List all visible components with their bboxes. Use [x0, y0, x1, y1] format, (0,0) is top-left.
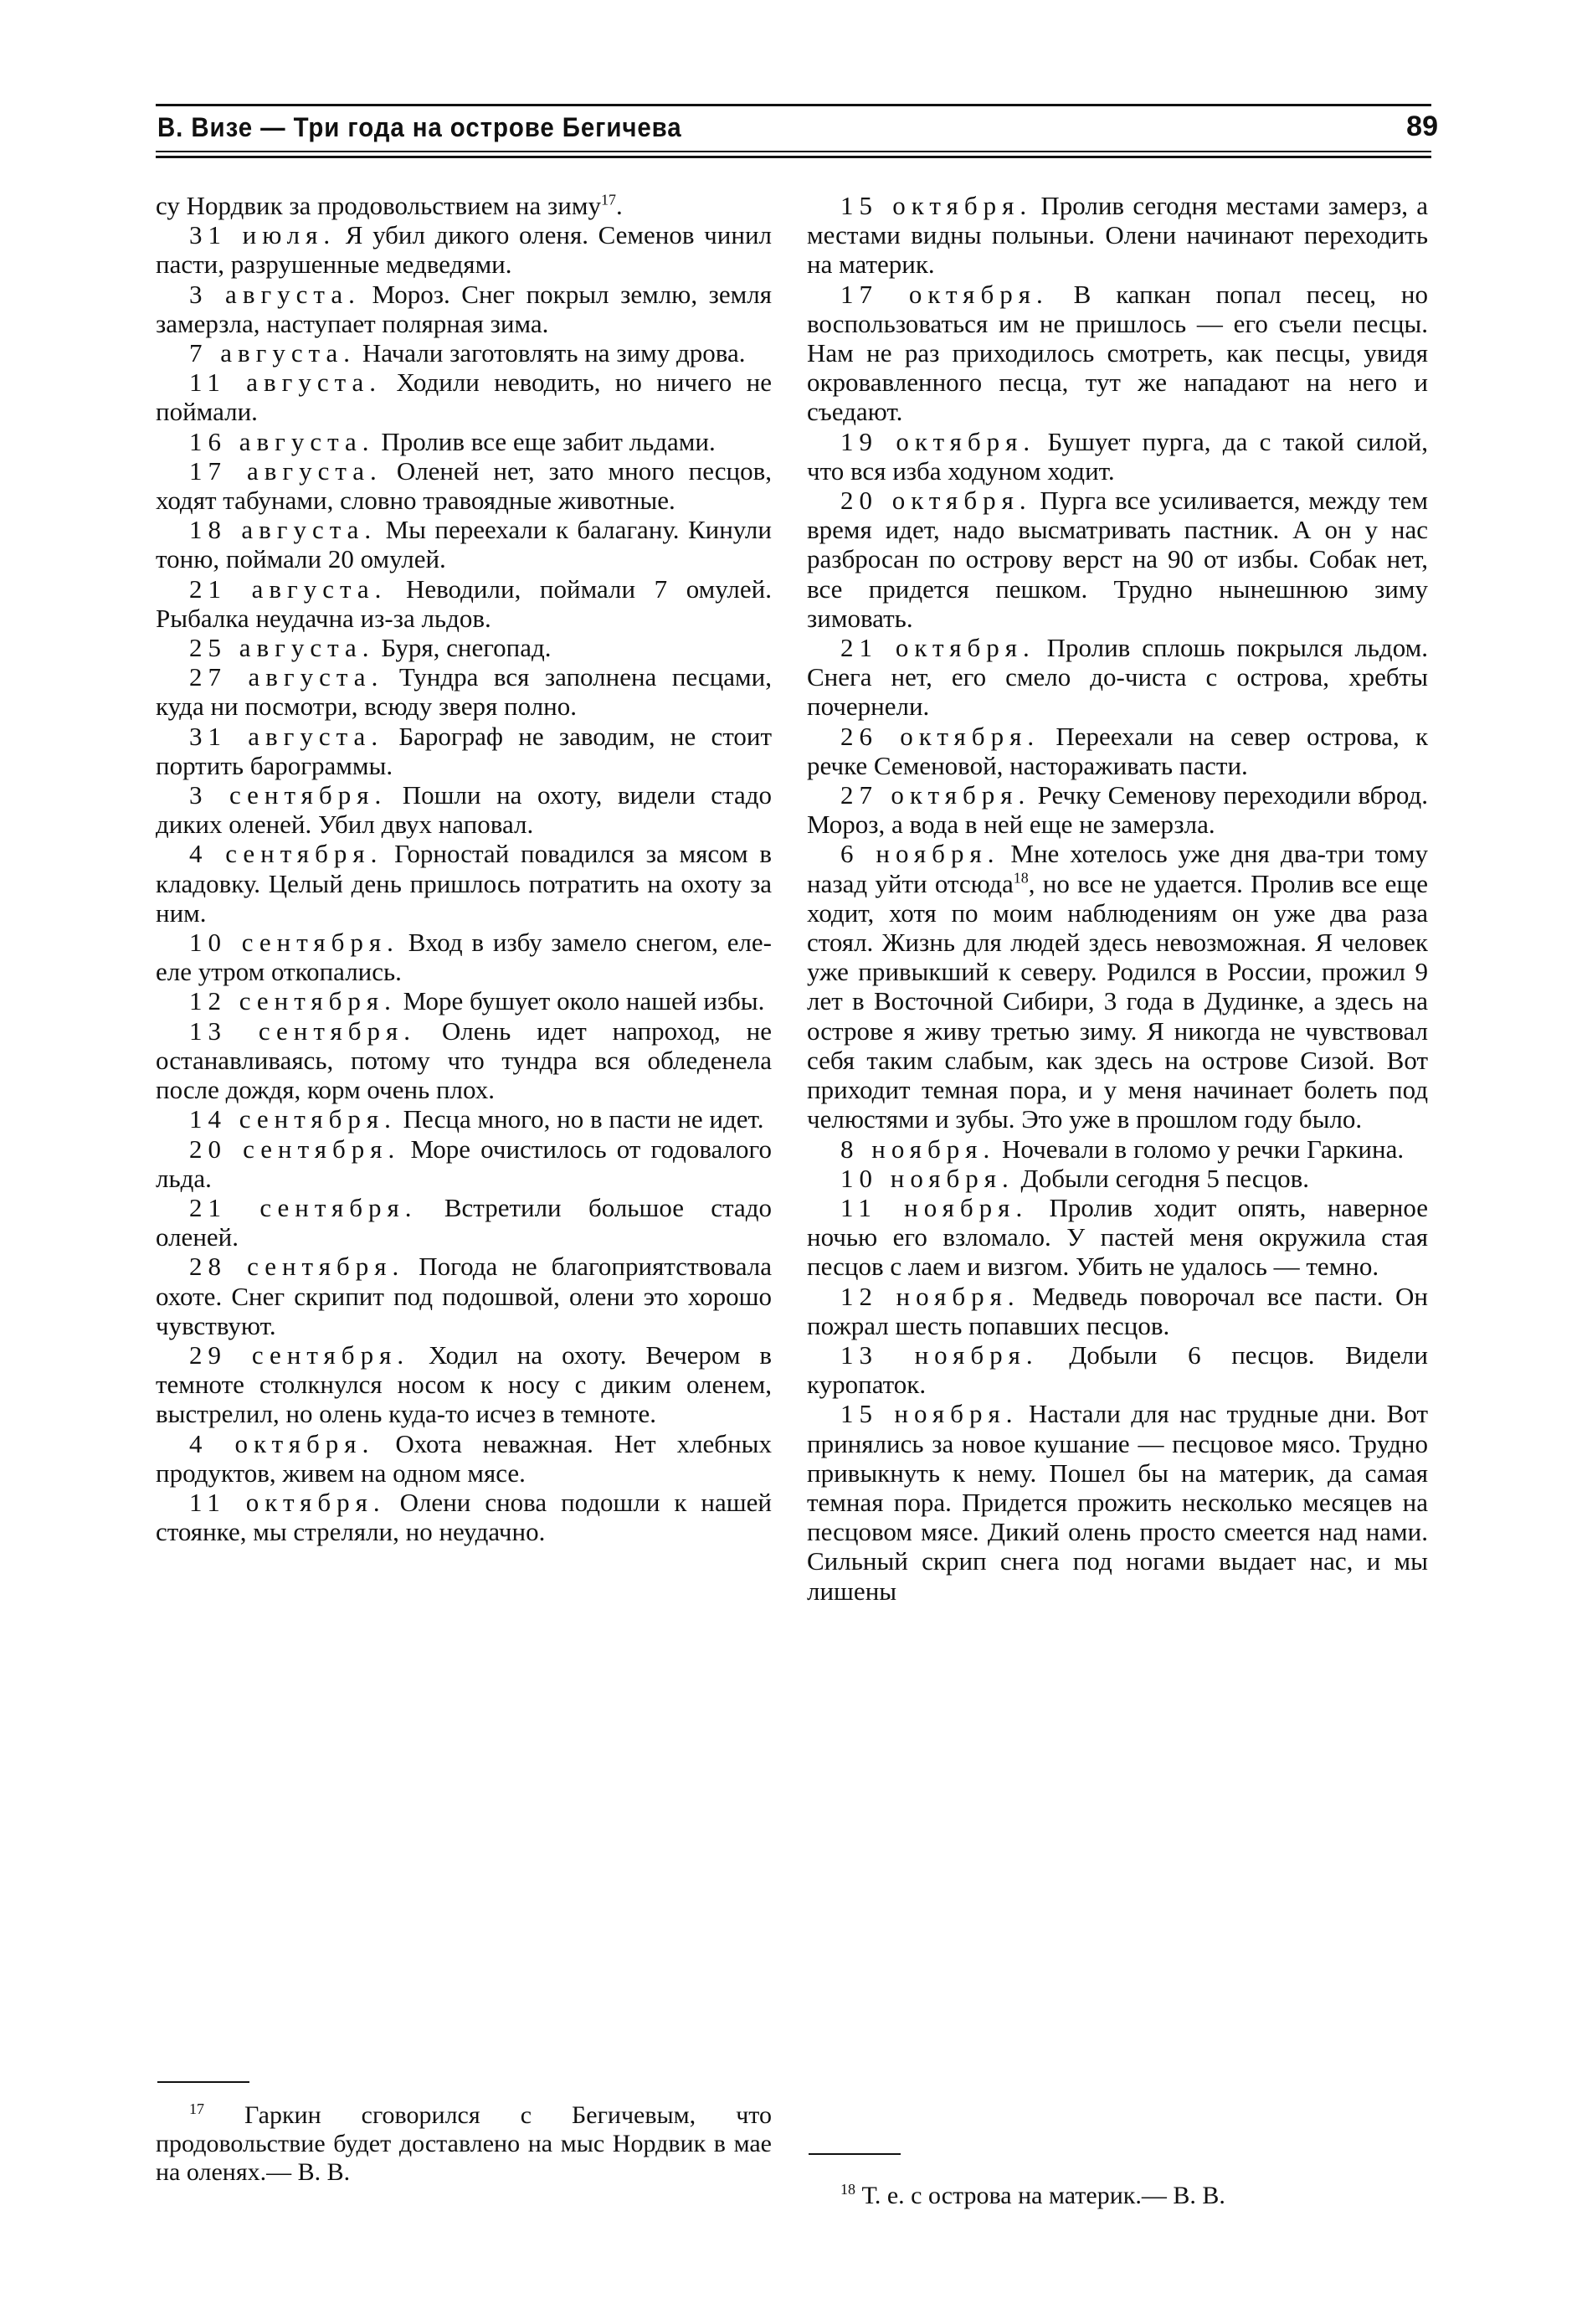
entry-text: Добыли 6 песцов. Видели куропаток.	[807, 1339, 1428, 1400]
entry-date: 11 августа.	[189, 368, 383, 398]
entry-text: Пролив все еще забит льдами.	[381, 426, 716, 456]
diary-entry	[807, 486, 1428, 633]
diary-entry	[156, 1134, 772, 1193]
entry-date: 3 сентября.	[189, 780, 388, 810]
diary-entry	[807, 1164, 1428, 1193]
entry-text: , но все не удается. Пролив все еще ходит, хотя по моим наблюдениям он уже два раза стоял. Жизнь для людей здесь невозможная. Я человек уже привыкший к северу. Родился в России, прожил 9 лет в Восточной Сибири, 3 года в Дудинке, а здесь на острове я живу третью зиму. Я никогда не чувствовал себя таким слабым, как здесь на острове Сизой. Вот приходит темная пора, и у меня начинает болеть под челюстями и зубы. Это уже в прошлом году было.	[807, 868, 1428, 1134]
entry-text: Бушует пурга, да с такой силой, что вся изба ходуном ходит.	[807, 426, 1429, 486]
entry-text: Оленей нет, зато много песцов, ходят табунами, словно травоядные животные.	[156, 455, 773, 516]
entry-date: 31 июля.	[189, 220, 336, 250]
entry-date: 15 ноября.	[840, 1399, 1019, 1429]
diary-entry	[156, 928, 772, 986]
entry-text: Пролив сегодня местами замерз, а местами видны полыньи. Олени начинают переходить на материк.	[807, 191, 1428, 280]
paragraph-text: .	[615, 191, 623, 220]
entry-date: 31 августа.	[189, 721, 384, 751]
footnote-ref: 18	[1013, 869, 1029, 887]
diary-entry	[156, 986, 772, 1015]
diary-entry	[807, 839, 1428, 1134]
entry-date: 21 сентября.	[189, 1192, 418, 1222]
continuation-paragraph	[156, 191, 772, 220]
entry-text: Море бушует около нашей избы.	[403, 986, 765, 1016]
entry-text: Добыли сегодня 5 песцов.	[1020, 1163, 1310, 1193]
entry-date: 17 августа.	[189, 455, 383, 486]
entry-date: 26 октября.	[840, 721, 1040, 751]
diary-entry	[156, 220, 772, 279]
entry-text: Море очистилось от годовалого льда.	[156, 1134, 772, 1193]
diary-entry	[156, 633, 772, 662]
footnote-rule-right	[809, 2153, 901, 2155]
entry-date: 12 сентября.	[189, 986, 397, 1016]
footnote-text: Т. е. с острова на материк.— В. В.	[861, 2182, 1225, 2209]
entry-date: 25 августа.	[189, 633, 375, 663]
entry-text: Пролив ходит опять, наверное ночью его взломало. У пастей меня окружила стая песцов с лаем и визгом. Убить не удалось — темно.	[807, 1192, 1429, 1282]
entry-text: Мы переехали к балагану. Кинули тоню, поймали 20 омулей.	[156, 515, 772, 574]
entry-date: 11 октября.	[189, 1487, 386, 1517]
entry-date: 19 октября.	[840, 426, 1036, 456]
footnote-mark: 17	[189, 2100, 204, 2117]
entry-text: Пошли на охоту, видели стадо диких оленей. Убил двух наповал.	[156, 780, 772, 840]
entry-text: Буря, снегопад.	[381, 633, 552, 663]
entry-text: Охота неважная. Нет хлебных продуктов, живем на одном мясе.	[156, 1428, 773, 1488]
entry-text: Ночевали в голомо у речки Гаркина.	[1002, 1134, 1405, 1164]
footnote-ref: 17	[600, 191, 616, 208]
diary-entry	[156, 1252, 772, 1340]
entry-text: Переехали на север острова, к речке Семеновой, настораживать пасти.	[807, 721, 1428, 780]
diary-entry	[156, 722, 772, 780]
diary-entry	[156, 1016, 772, 1105]
diary-entry	[807, 1193, 1428, 1282]
entry-date: 16 августа.	[189, 426, 375, 456]
entry-date: 20 октября.	[840, 486, 1032, 516]
entry-date: 4 сентября.	[189, 839, 383, 869]
running-title: В. Визе — Три года на острове Бегичева	[157, 112, 682, 142]
diary-entry	[156, 427, 772, 456]
entry-text: Песца много, но в пасти не идет.	[403, 1104, 764, 1134]
entry-date: 17 октября.	[840, 279, 1049, 309]
diary-entry	[156, 839, 772, 928]
footnote-18	[807, 2182, 1428, 2210]
header-bottom-rule	[156, 151, 1431, 152]
entry-text: Мне хотелось уже дня два-три тому назад уйти отсюда	[807, 839, 1429, 898]
entry-date: 21 октября.	[840, 633, 1035, 663]
header-top-rule	[156, 104, 1431, 106]
entry-text: Олени снова подошли к нашей стоянке, мы стреляли, но неудачно.	[156, 1487, 773, 1547]
diary-entry	[807, 280, 1428, 427]
entry-date: 8 ноября.	[840, 1134, 996, 1164]
entry-text: Ходили неводить, но ничего не поймали.	[156, 368, 773, 427]
entry-date: 21 августа.	[189, 573, 388, 604]
entry-text: Речку Семенову переходили вброд. Мороз, а вода в ней еще не замерзла.	[807, 780, 1428, 840]
entry-date: 10 ноября.	[840, 1163, 1014, 1193]
entry-text: Погода не благоприятствовала охоте. Снег скрипит под подошвой, олени это хорошо чувствуют.	[156, 1252, 772, 1340]
entry-date: 15 октября.	[840, 191, 1033, 220]
entry-text: Тундра вся заполнена песцами, куда ни посмотри, всюду зверя полно.	[156, 662, 773, 722]
diary-entry	[807, 722, 1428, 780]
diary-entry	[807, 1134, 1428, 1164]
diary-entry	[807, 1399, 1428, 1605]
diary-entry	[156, 1340, 772, 1429]
entry-text: Мороз. Снег покрыл землю, земля замерзла, наступает полярная зима.	[156, 279, 772, 338]
diary-entry	[156, 574, 772, 633]
entry-date: 4 октября.	[189, 1428, 375, 1458]
diary-entry	[156, 1193, 772, 1252]
entry-date: 14 сентября.	[189, 1104, 397, 1134]
diary-entry	[156, 1488, 772, 1546]
entry-date: 27 октября.	[840, 780, 1031, 810]
diary-entry	[807, 427, 1428, 486]
entry-text: Пурга все усиливается, между тем время идет, надо высматривать пастник. А он у нас разбросан по острову верст на 90 от избы. Собак нет, все придется пешком. Трудно нынешнюю зиму зимовать.	[807, 486, 1428, 633]
entry-date: 6 ноября.	[840, 839, 1000, 869]
diary-entry	[807, 1340, 1428, 1399]
diary-entry	[156, 368, 772, 426]
entry-text: Медведь поворочал все пасти. Он пожрал шесть попавших песцов.	[807, 1281, 1429, 1340]
entry-date: 13 сентября.	[189, 1015, 417, 1046]
entry-text: Я убил дикого оленя. Семенов чинил пасти, разрушенные медведями.	[156, 220, 773, 280]
entry-text: Барограф не заводим, не стоит портить барограммы.	[156, 721, 773, 780]
left-column	[156, 191, 772, 1546]
diary-entry	[156, 780, 772, 839]
page-number: 89	[1406, 111, 1438, 142]
diary-entry	[156, 1429, 772, 1488]
entry-date: 27 августа.	[189, 662, 384, 692]
diary-entry	[156, 338, 772, 368]
diary-entry	[807, 780, 1428, 839]
diary-entry	[156, 1104, 772, 1134]
entry-text: В капкан попал песец, но воспользоваться им не пришлось — его съели песцы. Нам не раз приходилось смотреть, как песцы, увидя окровавленного песца, тут же нападают на него и съедают.	[807, 279, 1429, 427]
entry-date: 12 ноября.	[840, 1281, 1020, 1311]
entry-text: Неводили, поймали 7 омулей. Рыбалка неудачна из-за льдов.	[156, 573, 772, 633]
entry-text: Встретили большое стадо оленей.	[156, 1192, 772, 1252]
entry-date: 10 сентября.	[189, 928, 399, 958]
entry-date: 28 сентября.	[189, 1252, 405, 1282]
entry-text: Вход в избу замело снегом, еле-еле утром откопались.	[156, 928, 773, 987]
entry-date: 3 августа.	[189, 279, 361, 309]
entry-text: Горностай повадился за мясом в кладовку. Целый день пришлось потратить на охоту за ним.	[156, 839, 772, 928]
header-bottom-rule-thick	[156, 156, 1431, 158]
footnote-17	[156, 2101, 772, 2187]
entry-text: Ходил на охоту. Вечером в темноте столкнулся носом к носу с диким оленем, выстрелил, но олень куда-то исчез в темноте.	[156, 1339, 773, 1429]
entry-text: Пролив сплошь покрылся льдом. Снега нет, его смело до-чиста с острова, хребты почернели.	[807, 633, 1428, 722]
diary-entry	[156, 515, 772, 573]
footnote-mark: 18	[840, 2181, 855, 2198]
entry-date: 20 сентября.	[189, 1134, 401, 1164]
footnote-rule-left	[157, 2081, 249, 2083]
diary-entry	[156, 280, 772, 338]
paragraph-text: су Нордвик за продовольствием на зиму	[156, 191, 601, 220]
entry-date: 11 ноября.	[840, 1192, 1029, 1222]
diary-entry	[807, 191, 1428, 280]
entry-text: Олень идет напроход, не останавливаясь, потому что тундра вся обледенела после дождя, корм очень плох.	[156, 1015, 772, 1105]
diary-entry	[156, 456, 772, 515]
diary-entry	[807, 633, 1428, 722]
right-column	[807, 191, 1428, 1606]
diary-entry	[156, 662, 772, 721]
entry-date: 13 ноября.	[840, 1339, 1039, 1370]
entry-date: 18 августа.	[189, 515, 378, 545]
entry-date: 7 августа.	[189, 338, 357, 368]
diary-entry	[807, 1282, 1428, 1340]
entry-date: 29 сентября.	[189, 1339, 410, 1370]
entry-text: Настали для нас трудные дни. Вот принялись за новое кушание — песцовое мясо. Трудно привыкнуть к нему. Пошел бы на материк, да самая темная пора. Придется прожить несколько месяцев на песцовом мясе. Дикий олень просто смеется над нами. Сильный скрип снега под ногами выдает нас, и мы лишены	[807, 1399, 1428, 1606]
footnote-text: Гаркин сговорился с Бегичевым, что продовольствие будет доставлено на мыс Нордвик в мае на оленях.— В. В.	[156, 2101, 772, 2186]
entry-text: Начали заготовлять на зиму дрова.	[362, 338, 746, 368]
